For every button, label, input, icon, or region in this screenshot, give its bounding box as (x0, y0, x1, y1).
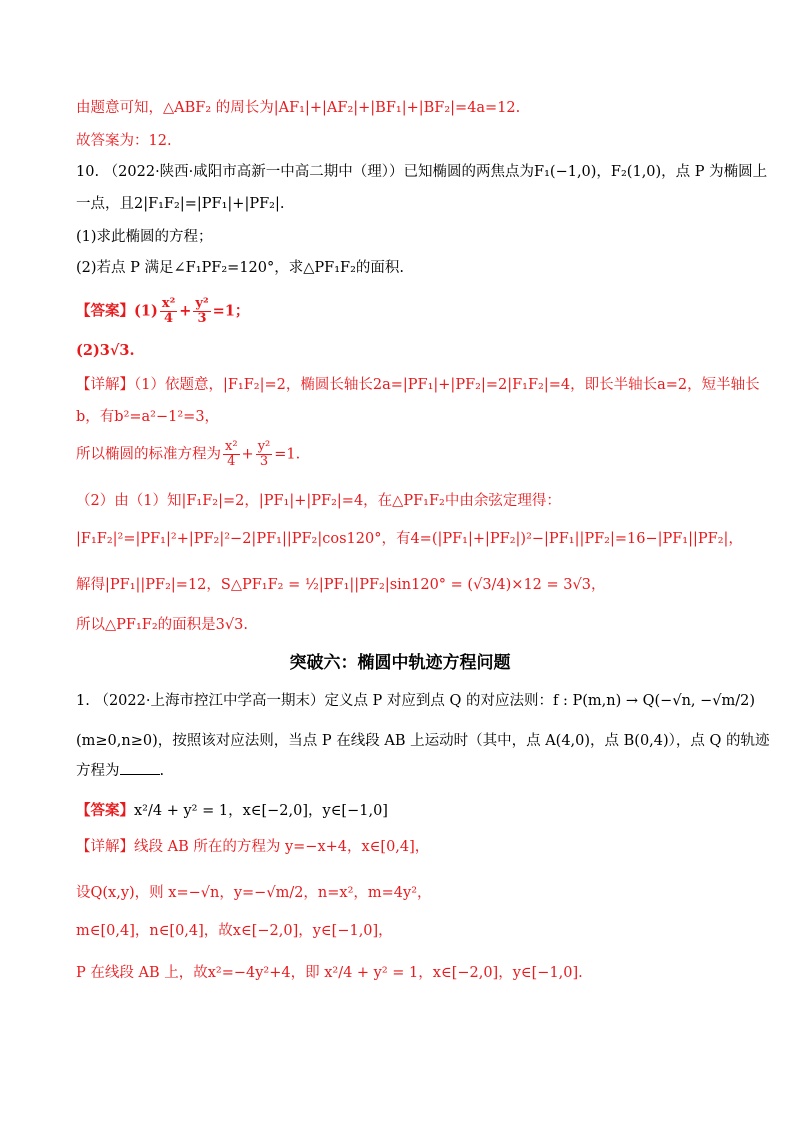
solution-line-perimeter: 由题意可知，△ABF₂ 的周长为|AF₁|+|AF₂|+|BF₁|+|BF₂|=4a=12. (76, 100, 521, 116)
detail-10-line-1: 【详解】（1）依题意，|F₁F₂|=2，椭圆长轴长2a=|PF₁|+|PF₂|=2|F₁F₂|=4，即长半轴长a=2，短半轴长 (76, 377, 760, 393)
answer-line-12: 故答案为：12. (76, 133, 172, 149)
detail-10-line-3: 所以椭圆的标准方程为 $\frac{\text{x²}}{4}$ + $\frac{\text{y²}}{3}$ =1. (76, 439, 301, 469)
problem-10-part-1: (1)求此椭圆的方程； (76, 229, 213, 245)
fraction-y2-over-3: $\frac{\text{y²}}{3}$ (195, 296, 209, 326)
problem-1-condition: (m≥0,n≥0)，按照该对应法则，当点 P 在线段 AB 上运动时（其中，点 A(4,0)，点 B(0,4)），点 Q 的轨迹 (76, 733, 770, 749)
answer-tag: 【答案】 (76, 302, 134, 320)
detail-1-line-1: 【详解】线段 AB 所在的方程为 y=−x+4，x∈[0,4]， (76, 839, 430, 855)
answer-blank (120, 760, 160, 775)
fraction-x2-over-4: $\frac{\text{x²}}{4}$ (225, 439, 238, 469)
detail-10-line-7: 所以△PF₁F₂的面积是3√3. (76, 617, 248, 633)
answer-1: 【答案】x²/4 + y² = 1，x∈[−2,0]，y∈[−1,0] (76, 802, 388, 819)
fraction-x2-over-4: $\frac{\text{x²}}{4}$ (161, 296, 176, 326)
answer-10-part-1: 【答案】(1) $\frac{\text{x²}}{4}$ + $\frac{\text{y²}}{3}$ =1； (76, 296, 250, 326)
problem-10-condition: 一点，且2|F₁F₂|=|PF₁|+|PF₂|. (76, 196, 285, 212)
fraction-y2-over-3: $\frac{\text{y²}}{3}$ (257, 439, 271, 469)
detail-1-line-3: m∈[0,4]，n∈[0,4]，故x∈[−2,0]，y∈[−1,0]， (76, 923, 393, 939)
answer-10-part-2: (2)3√3. (76, 342, 135, 359)
detail-10-line-4: （2）由（1）知|F₁F₂|=2，|PF₁|+|PF₂|=4，在△PF₁F₂中由余弦定理得： (76, 493, 561, 509)
detail-10-line-5: |F₁F₂|²=|PF₁|²+|PF₂|²−2|PF₁||PF₂|cos120°，有4=(|PF₁|+|PF₂|)²−|PF₁||PF₂|=16−|PF₁||PF₂|， (76, 531, 743, 547)
detail-1-line-2: 设Q(x,y)，则 x=−√n，y=−√m/2，n=x²，m=4y²， (76, 885, 432, 901)
detail-10-line-2: b，有b²=a²−1²=3， (76, 409, 220, 425)
answer-tag: 【答案】 (76, 802, 134, 819)
section-heading: 突破六：椭圆中轨迹方程问题 (289, 653, 511, 673)
answer-part-label: (1) (134, 302, 158, 320)
detail-1-line-4: P 在线段 AB 上，故x²=−4y²+4，即 x²/4 + y² = 1，x∈[−2,0]，y∈[−1,0]. (76, 965, 583, 981)
problem-1-question: 方程为 . (76, 760, 740, 782)
detail-10-line-6: 解得|PF₁||PF₂|=12，S△PF₁F₂ = ½|PF₁||PF₂|sin120° = (√3/4)×12 = 3√3， (76, 577, 606, 593)
problem-10-statement: 10. （2022·陕西·咸阳市高新一中高二期中（理））已知椭圆的两焦点为F₁(−1,0)，F₂(1,0)，点 P 为椭圆上 (76, 164, 768, 180)
problem-1-statement: 1. （2022·上海市控江中学高一期末）定义点 P 对应到点 Q 的对应法则：f : P(m,n) → Q(−√n, −√m/2) (76, 693, 756, 709)
problem-10-part-2: (2)若点 P 满足∠F₁PF₂=120°，求△PF₁F₂的面积. (76, 260, 405, 276)
